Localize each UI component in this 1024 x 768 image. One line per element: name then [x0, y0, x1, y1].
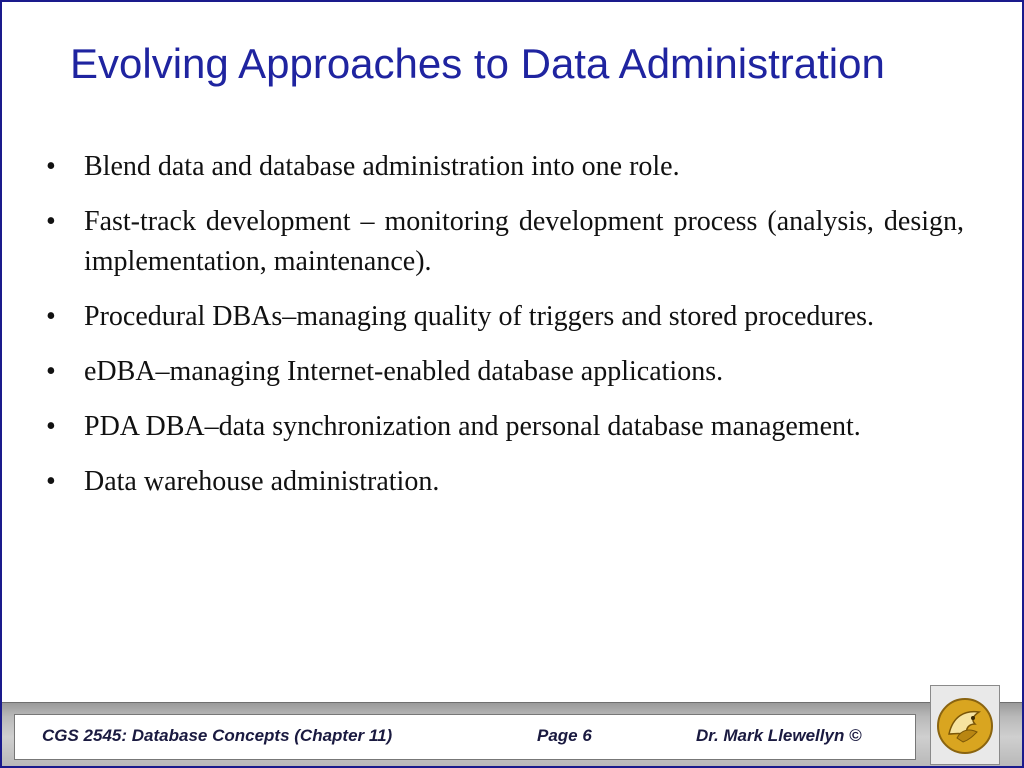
- list-item: [46, 352, 964, 392]
- list-item: [46, 462, 964, 502]
- bullet-text: Data warehouse administration.: [84, 466, 440, 497]
- bullet-text: Fast-track development – monitoring development process (analysis, design, implementation, maintenance).: [84, 206, 964, 277]
- bullet-list: [46, 147, 964, 517]
- bullet-text: Blend data and database administration into one role.: [84, 151, 680, 182]
- bullet-dot: •: [46, 151, 56, 182]
- ucf-pegasus-logo-icon: [935, 694, 995, 758]
- bullet-dot: •: [46, 356, 56, 387]
- footer-page-number: Page 6: [537, 726, 592, 745]
- bullet-dot: •: [46, 206, 56, 237]
- bullet-text: PDA DBA–data synchronization and personal database management.: [84, 411, 861, 442]
- footer-course: CGS 2545: Database Concepts (Chapter 11): [42, 726, 393, 745]
- logo-box: [930, 685, 1000, 765]
- bullet-dot: •: [46, 466, 56, 497]
- footer-author: Dr. Mark Llewellyn ©: [696, 726, 862, 745]
- list-item: [46, 297, 964, 337]
- list-item: [46, 202, 964, 282]
- bullet-dot: •: [46, 411, 56, 442]
- bullet-dot: •: [46, 301, 56, 332]
- bullet-text: eDBA–managing Internet-enabled database applications.: [84, 356, 724, 387]
- slide-title: Evolving Approaches to Data Administration: [70, 40, 885, 87]
- list-item: [46, 407, 964, 447]
- list-item: [46, 147, 964, 187]
- bullet-text: Procedural DBAs–managing quality of triggers and stored procedures.: [84, 301, 875, 332]
